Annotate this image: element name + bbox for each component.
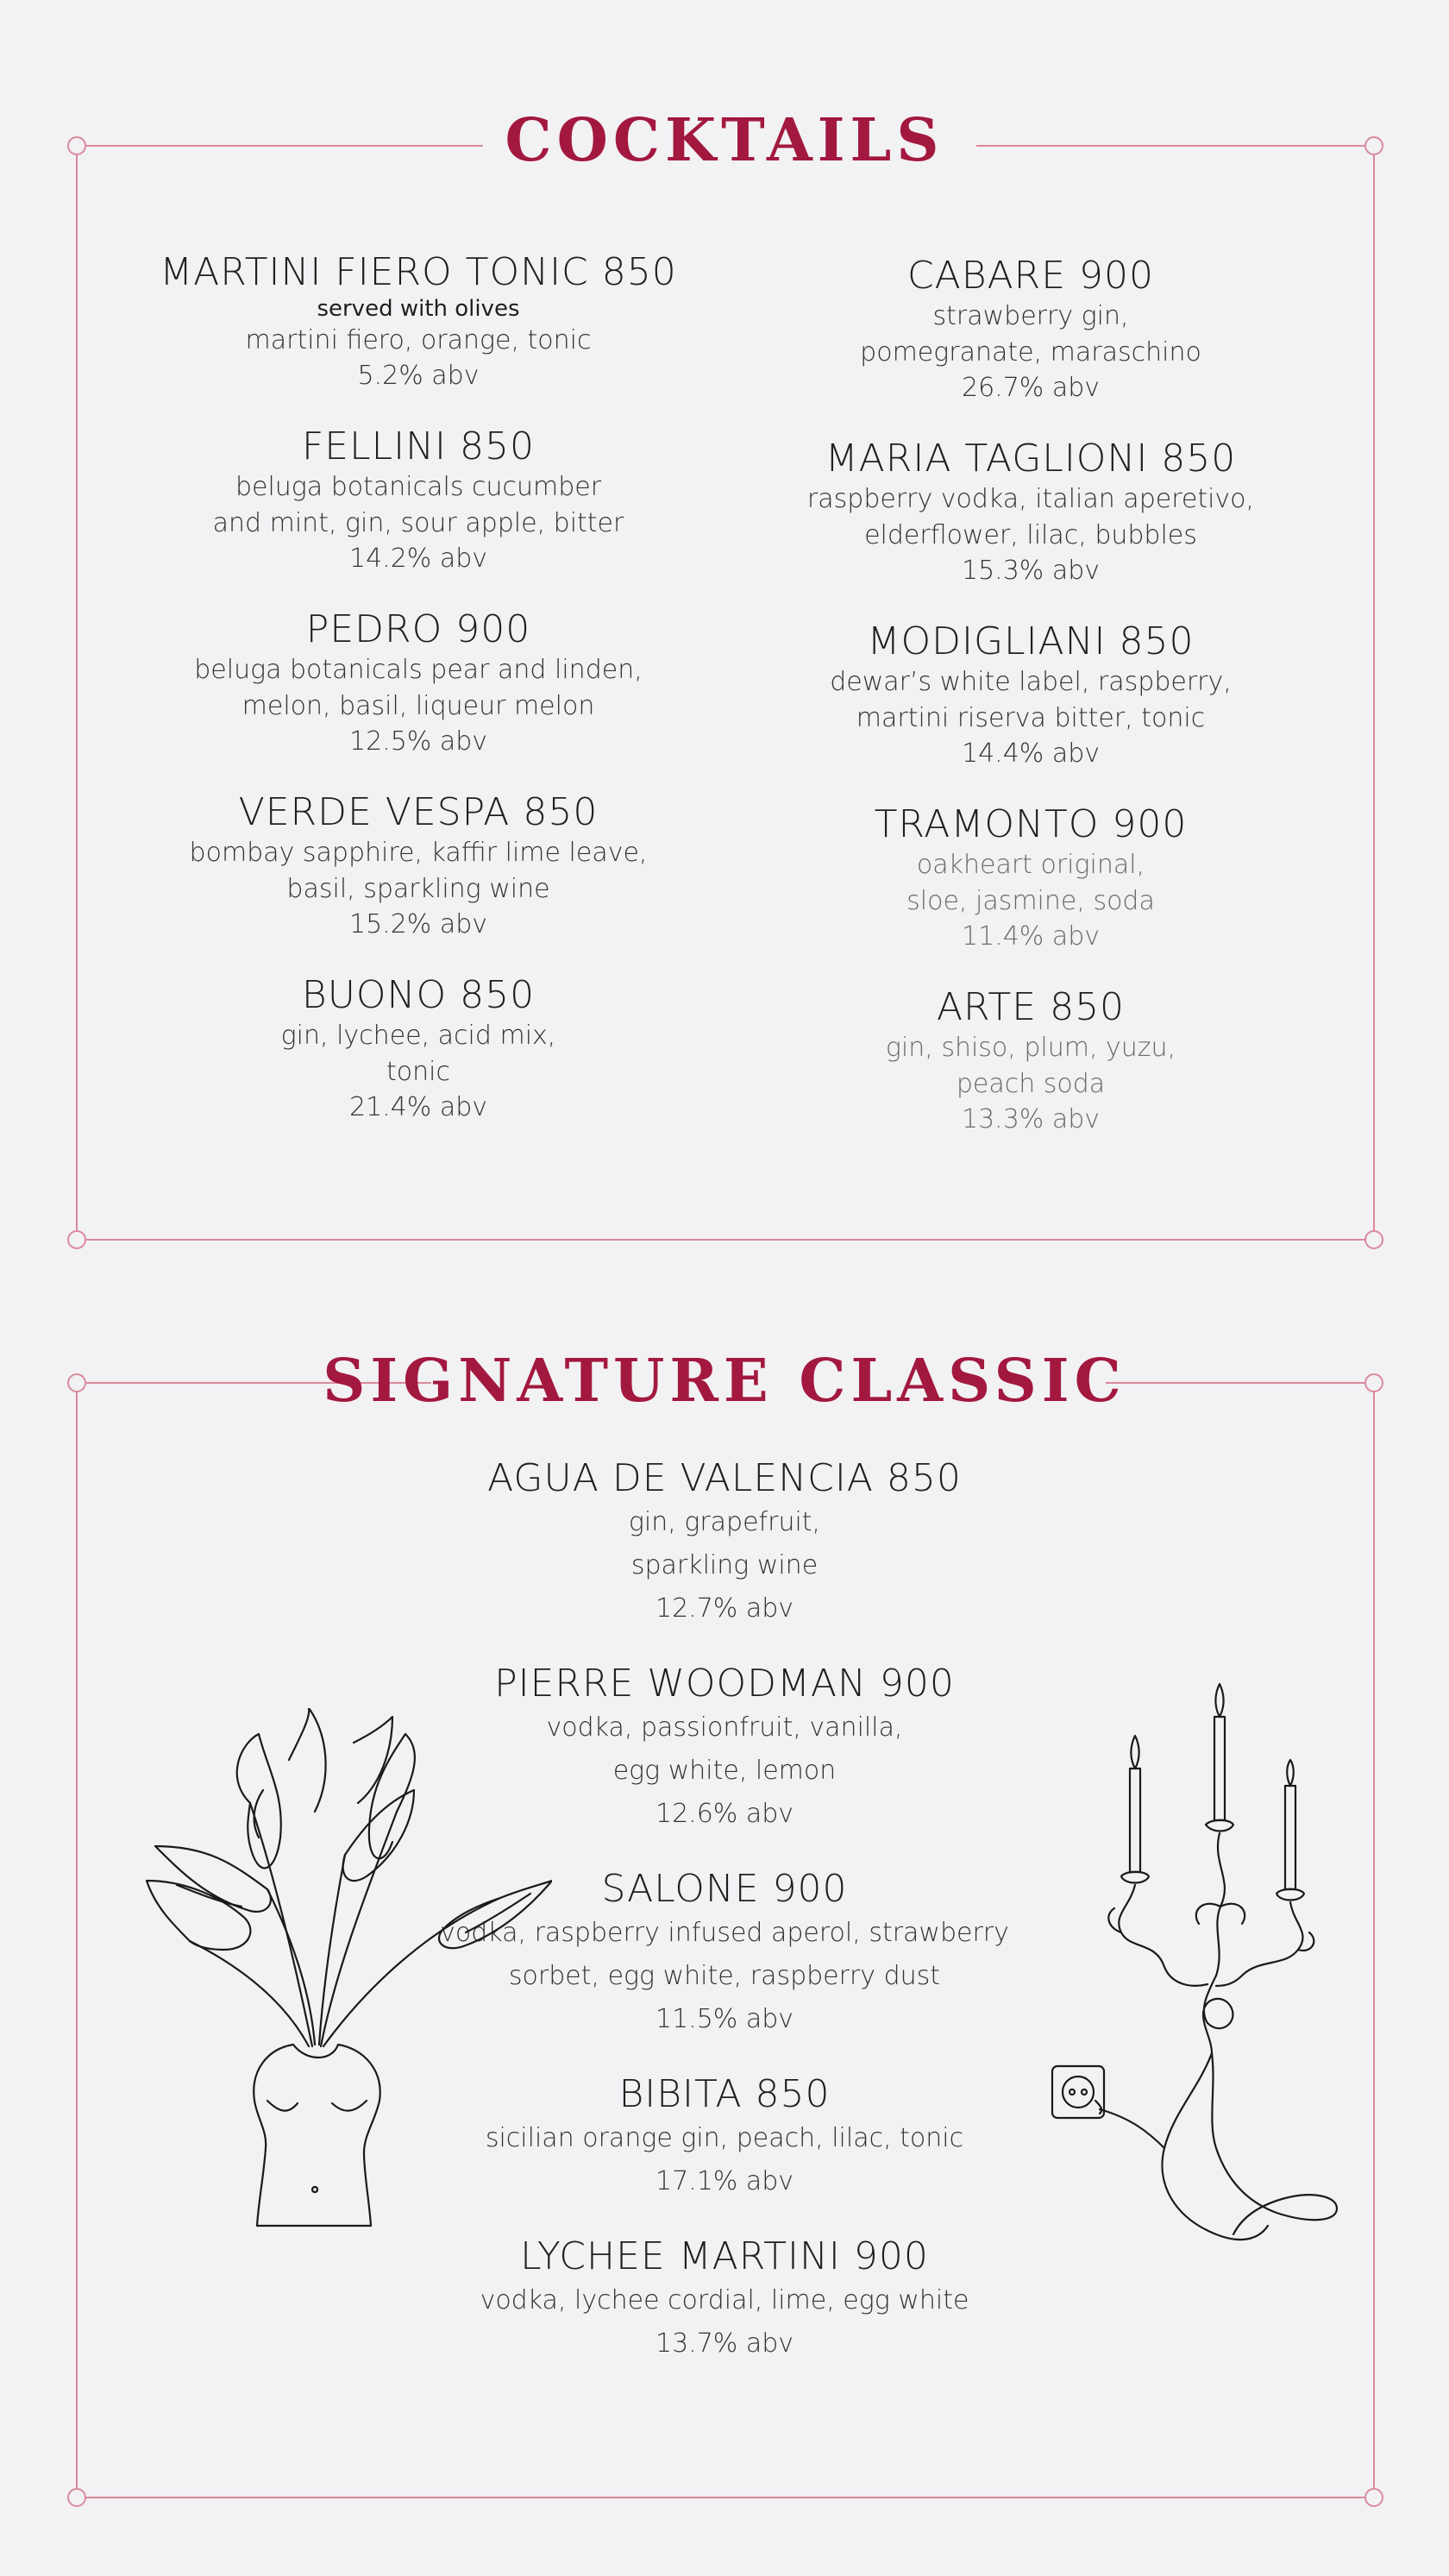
menu-item-ingredients: strawberry gin, <box>932 301 1129 331</box>
menu-item-ingredients: pomegranate, maraschino <box>860 337 1201 368</box>
menu-item-abv: 15.2% abv <box>348 909 488 939</box>
menu-item-name: LYCHEE MARTINI 900 <box>520 2234 929 2278</box>
menu-item-name: BUONO 850 <box>301 973 536 1017</box>
menu-item-ingredients: vodka, raspberry infused aperol, strawberry <box>440 1918 1009 1948</box>
menu-item-ingredients: oakheart original, <box>916 850 1145 880</box>
menu-item-ingredients: elderflower, lilac, bubbles <box>864 520 1197 550</box>
menu-item-name: TRAMONTO 900 <box>874 802 1188 846</box>
menu-item <box>750 254 1311 405</box>
menu-item-note: served with olives <box>317 296 520 322</box>
menu-item-name: MARTINI FIERO TONIC 850 <box>160 250 677 294</box>
menu-item-ingredients: peach soda <box>956 1069 1106 1099</box>
menu-item-abv: 12.7% abv <box>655 1593 794 1624</box>
menu-item-abv: 12.5% abv <box>348 726 488 757</box>
menu-item <box>750 437 1311 588</box>
menu-item-name: MARIA TAGLIONI 850 <box>825 437 1237 481</box>
menu-item-abv: 14.2% abv <box>348 543 488 574</box>
menu-item-ingredients: martini fiero, orange, tonic <box>245 325 592 355</box>
menu-item-name: BIBITA 850 <box>618 2072 831 2116</box>
menu-item-ingredients: sparkling wine <box>630 1550 819 1580</box>
menu-item-name: VERDE VESPA 850 <box>238 790 599 834</box>
menu-item-ingredients: egg white, lemon <box>612 1756 837 1786</box>
menu-item-ingredients: vodka, lychee cordial, lime, egg white <box>480 2285 969 2315</box>
menu-item-ingredients: melon, basil, liqueur melon <box>242 691 595 721</box>
menu-item-abv: 5.2% abv <box>357 361 480 391</box>
menu-item-abv: 21.4% abv <box>348 1092 488 1122</box>
frame-corner-ornament <box>67 2488 86 2507</box>
menu-item <box>138 250 699 393</box>
menu-item-ingredients: martini riserva bitter, tonic <box>856 703 1206 733</box>
plant-torso-vase-icon <box>138 1708 552 2243</box>
frame-corner-ornament <box>67 1230 86 1249</box>
menu-item-ingredients: tonic <box>386 1057 450 1087</box>
menu-item <box>138 424 699 576</box>
menu-item-name: CABARE 900 <box>906 254 1155 298</box>
menu-item-abv: 13.3% abv <box>961 1104 1101 1134</box>
menu-item-name: PEDRO 900 <box>305 607 531 651</box>
menu-item-name: ARTE 850 <box>936 985 1126 1029</box>
menu-item-abv: 13.7% abv <box>655 2328 794 2359</box>
menu-item-ingredients: bombay sapphire, kaffir lime leave, <box>189 838 648 868</box>
menu-item <box>750 619 1311 771</box>
menu-item-name: MODIGLIANI 850 <box>867 619 1195 663</box>
candelabra-plug-icon <box>1035 1682 1363 2286</box>
menu-item <box>380 2234 1070 2366</box>
menu-item-ingredients: raspberry vodka, italian aperetivo, <box>806 484 1255 514</box>
menu-item-name: AGUA DE VALENCIA 850 <box>487 1456 962 1500</box>
signature-title: SIGNATURE CLASSIC <box>323 1347 1126 1416</box>
menu-item-ingredients: gin, lychee, acid mix, <box>280 1021 556 1051</box>
menu-item-ingredients: basil, sparkling wine <box>286 874 550 904</box>
menu-item <box>138 973 699 1125</box>
menu-item-ingredients: and mint, gin, sour apple, bitter <box>212 508 624 538</box>
menu-item-abv: 17.1% abv <box>655 2166 794 2196</box>
menu-item-abv: 15.3% abv <box>961 556 1101 586</box>
menu-item <box>380 1456 1070 1630</box>
menu-item-ingredients: gin, grapefruit, <box>628 1507 821 1537</box>
menu-item-ingredients: gin, shiso, plum, yuzu, <box>885 1033 1176 1063</box>
menu-item-ingredients: vodka, passionfruit, vanilla, <box>546 1712 903 1743</box>
menu-item <box>138 790 699 942</box>
frame-corner-ornament <box>1364 1230 1383 1249</box>
menu-item-abv: 11.5% abv <box>655 2004 794 2034</box>
menu-item-abv: 12.6% abv <box>655 1799 794 1829</box>
menu-item-abv: 26.7% abv <box>961 373 1101 403</box>
menu-item-abv: 11.4% abv <box>961 921 1101 952</box>
menu-item <box>750 985 1311 1137</box>
cocktails-left-column <box>138 250 699 1156</box>
menu-item-ingredients: sorbet, egg white, raspberry dust <box>508 1961 941 1991</box>
menu-item-name: FELLINI 850 <box>302 424 535 468</box>
menu-item-name: SALONE 900 <box>601 1867 848 1911</box>
menu-item-ingredients: beluga botanicals pear and linden, <box>194 655 643 685</box>
menu-item-ingredients: dewar’s white label, raspberry, <box>830 667 1232 697</box>
menu-item <box>750 802 1311 954</box>
frame-corner-ornament <box>1364 2488 1383 2507</box>
cocktails-title: COCKTAILS <box>505 106 944 175</box>
menu-item <box>138 607 699 759</box>
menu-item-name: PIERRE WOODMAN 900 <box>494 1662 955 1706</box>
menu-item-abv: 14.4% abv <box>961 738 1101 769</box>
menu-item-ingredients: sicilian orange gin, peach, lilac, tonic <box>485 2123 964 2153</box>
menu-item-ingredients: beluga botanicals cucumber <box>235 472 602 502</box>
cocktails-right-column <box>750 254 1311 1168</box>
menu-item-ingredients: sloe, jasmine, soda <box>906 886 1155 916</box>
